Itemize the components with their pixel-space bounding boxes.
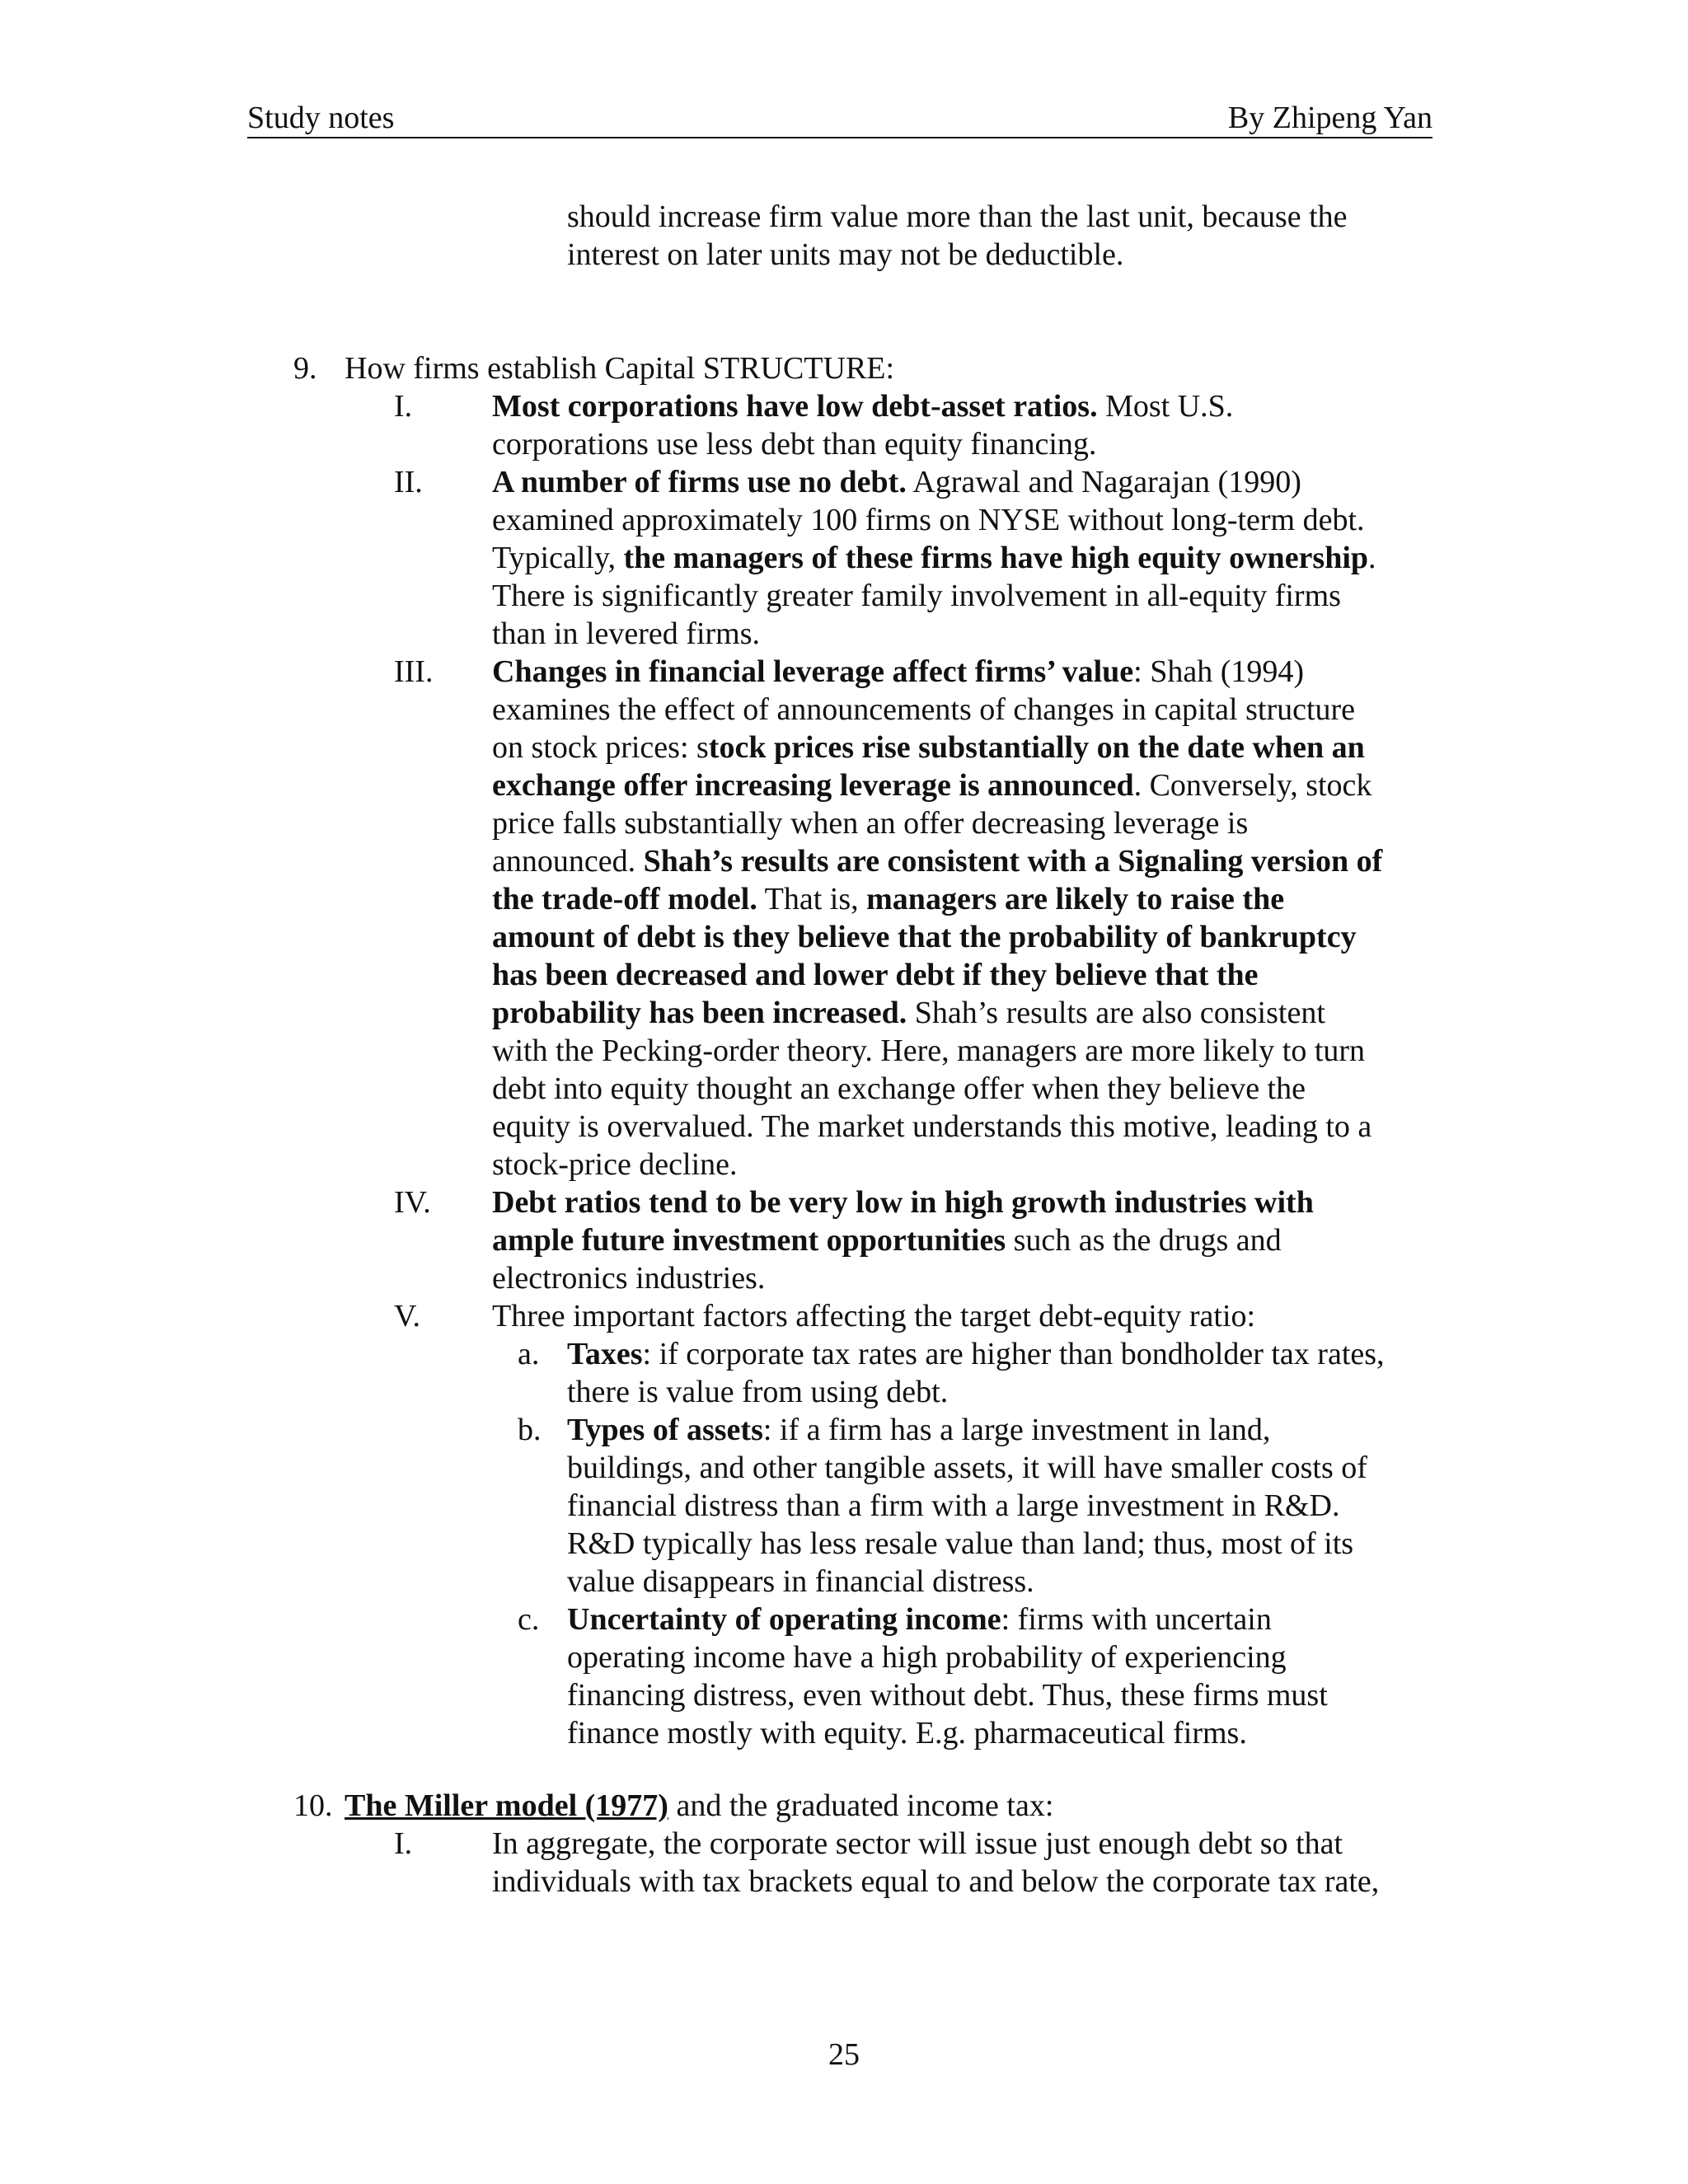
bold-text: Debt ratios tend to be very low in high growth industries with [492, 1185, 1314, 1220]
text-line [492, 501, 1376, 539]
bold-text: the managers of these firms have high equity ownership [623, 541, 1369, 575]
miller-model-link-text: The Miller model (1977) [345, 1788, 668, 1823]
text-line [492, 1183, 1314, 1221]
bold-text: probability has been increased. [492, 996, 907, 1030]
text-line [492, 1297, 1255, 1335]
text-line [492, 1146, 1382, 1183]
list-item-text [492, 387, 1233, 463]
text-run: examines the effect of announcements of changes in capital structure [492, 692, 1356, 727]
list-item-text [492, 1297, 1255, 1335]
text-line [492, 880, 1382, 918]
text-run: announced. [492, 844, 644, 879]
text-line [492, 994, 1382, 1032]
bold-text: Shah’s results are consistent with a Signaling version of [643, 844, 1383, 879]
list-item-text [492, 463, 1376, 653]
text-run: . Conversely, stock [1133, 768, 1372, 803]
section-10-number: 10. [293, 1788, 333, 1823]
text-line: should increase firm value more than the last unit, because the [567, 199, 1348, 234]
text-run: : firms with uncertain [1001, 1602, 1272, 1637]
text-run: corporations use less debt than equity financing. [492, 427, 1097, 462]
page-header [247, 97, 1432, 138]
text-line [492, 463, 1376, 501]
bold-text: amount of debt is they believe that the probability of bankruptcy [492, 920, 1357, 954]
page-number: 25 [828, 2037, 860, 2072]
header-right-text: By Zhipeng Yan [1227, 101, 1432, 135]
text-line [492, 577, 1376, 615]
roman-numeral: I. [394, 1826, 413, 1861]
bold-text: tock prices rise substantially on the date when an [708, 730, 1365, 765]
text-run: In aggregate, the corporate sector will issue just enough debt so that [492, 1826, 1343, 1861]
sub-item-text [567, 1411, 1367, 1601]
text-run: There is significantly greater family involvement in all-equity firms [492, 579, 1341, 613]
text-run: financing distress, even without debt. Thus, these firms must [567, 1678, 1328, 1713]
text-run: : if a firm has a large investment in land, [762, 1413, 1271, 1447]
bold-text: has been decreased and lower debt if they believe that the [492, 958, 1259, 992]
text-run: equity is overvalued. The market understands this motive, leading to a [492, 1109, 1372, 1144]
text-line [492, 956, 1382, 994]
text-line [567, 1411, 1367, 1449]
text-line [567, 1714, 1328, 1752]
text-run: Three important factors affecting the target debt-equity ratio: [492, 1299, 1256, 1333]
text-run: buildings, and other tangible assets, it will have smaller costs of [567, 1451, 1367, 1485]
text-run: : if corporate tax rates are higher than bondholder tax rates, [642, 1337, 1385, 1371]
text-run: examined approximately 100 firms on NYSE without long-term debt. [492, 503, 1365, 537]
text-run: finance mostly with equity. E.g. pharmaceutical firms. [567, 1716, 1247, 1750]
text-run: That is, [757, 882, 867, 916]
list-item-text [492, 653, 1382, 1183]
header-left-text: Study notes [247, 101, 395, 135]
text-run: individuals with tax brackets equal to and below the corporate tax rate, [492, 1864, 1380, 1899]
text-line [492, 1221, 1314, 1259]
text-line [492, 1259, 1314, 1297]
bold-text: Changes in financial leverage affect firms’ value [492, 654, 1134, 689]
text-line [567, 1487, 1367, 1525]
bold-text: ample future investment opportunities [492, 1223, 1006, 1258]
text-run: price falls substantially when an offer decreasing leverage is [492, 806, 1249, 841]
text-line [492, 918, 1382, 956]
text-line [492, 842, 1382, 880]
text-line [492, 804, 1382, 842]
roman-numeral: V. [394, 1299, 421, 1333]
list-item-text [492, 1825, 1379, 1900]
bold-text: Taxes [567, 1337, 643, 1371]
text-run: . [1368, 541, 1376, 575]
bold-text: Uncertainty of operating income [567, 1602, 1001, 1637]
text-run: than in levered firms. [492, 616, 761, 651]
section-9-number: 9. [293, 351, 317, 386]
sub-item-text [567, 1335, 1385, 1411]
text-line [492, 729, 1382, 766]
text-run: : Shah (1994) [1133, 654, 1305, 689]
bold-text: exchange offer increasing leverage is announced [492, 768, 1134, 803]
text-line [492, 1825, 1379, 1863]
text-run: Shah’s results are also consistent [907, 996, 1325, 1030]
text-line [492, 1070, 1382, 1108]
text-line [492, 1108, 1382, 1146]
text-line [492, 615, 1376, 653]
text-run: Most U.S. [1097, 389, 1234, 424]
text-line [492, 387, 1233, 425]
text-run: debt into equity thought an exchange offer when they believe the [492, 1071, 1306, 1106]
text-run: electronics industries. [492, 1261, 766, 1296]
bold-text: Types of assets [567, 1413, 763, 1447]
section-10-title-rest: and the graduated income tax: [668, 1788, 1054, 1823]
text-line [567, 1601, 1328, 1638]
text-line [567, 1638, 1328, 1676]
text-line [492, 539, 1376, 577]
sub-item-letter: c. [518, 1602, 540, 1637]
text-line [567, 1449, 1367, 1487]
text-run: stock-price decline. [492, 1147, 738, 1182]
sub-item-letter: b. [518, 1413, 542, 1447]
text-line [567, 1676, 1328, 1714]
sub-item-letter: a. [518, 1337, 540, 1371]
text-run: R&D typically has less resale value than land; thus, most of its [567, 1526, 1354, 1561]
text-line [492, 1032, 1382, 1070]
text-line [567, 1525, 1367, 1563]
section-10-title [345, 1787, 1053, 1825]
text-line: interest on later units may not be deductible. [567, 237, 1124, 272]
text-run: with the Pecking-order theory. Here, managers are more likely to turn [492, 1033, 1366, 1068]
text-line [567, 1373, 1385, 1411]
sub-item-text [567, 1601, 1328, 1752]
text-run: operating income have a high probability of experiencing [567, 1640, 1287, 1675]
bold-text: Most corporations have low debt-asset ratios. [492, 389, 1098, 424]
text-run: value disappears in financial distress. [567, 1564, 1034, 1599]
list-item-text [492, 1183, 1314, 1297]
text-run: Typically, [492, 541, 624, 575]
text-line [567, 1563, 1367, 1601]
text-line [567, 1335, 1385, 1373]
text-line [492, 1863, 1379, 1900]
text-line [492, 653, 1382, 691]
roman-numeral: II. [394, 465, 423, 499]
bold-text: A number of firms use no debt. [492, 465, 907, 499]
text-line [492, 766, 1382, 804]
section-9-title: How firms establish Capital STRUCTURE: [345, 351, 895, 386]
text-run: such as the drugs and [1006, 1223, 1282, 1258]
roman-numeral: IV. [394, 1185, 431, 1220]
text-run: financial distress than a firm with a large investment in R&D. [567, 1488, 1340, 1523]
roman-numeral: I. [394, 389, 413, 424]
text-run: Agrawal and Nagarajan (1990) [906, 465, 1301, 499]
bold-text: managers are likely to raise the [866, 882, 1285, 916]
continuation-paragraph [567, 198, 1348, 274]
text-line [492, 691, 1382, 729]
text-run: there is value from using debt. [567, 1375, 949, 1409]
bold-text: the trade-off model. [492, 882, 757, 916]
text-line [492, 425, 1233, 463]
text-run: on stock prices: s [492, 730, 709, 765]
roman-numeral: III. [394, 654, 434, 689]
